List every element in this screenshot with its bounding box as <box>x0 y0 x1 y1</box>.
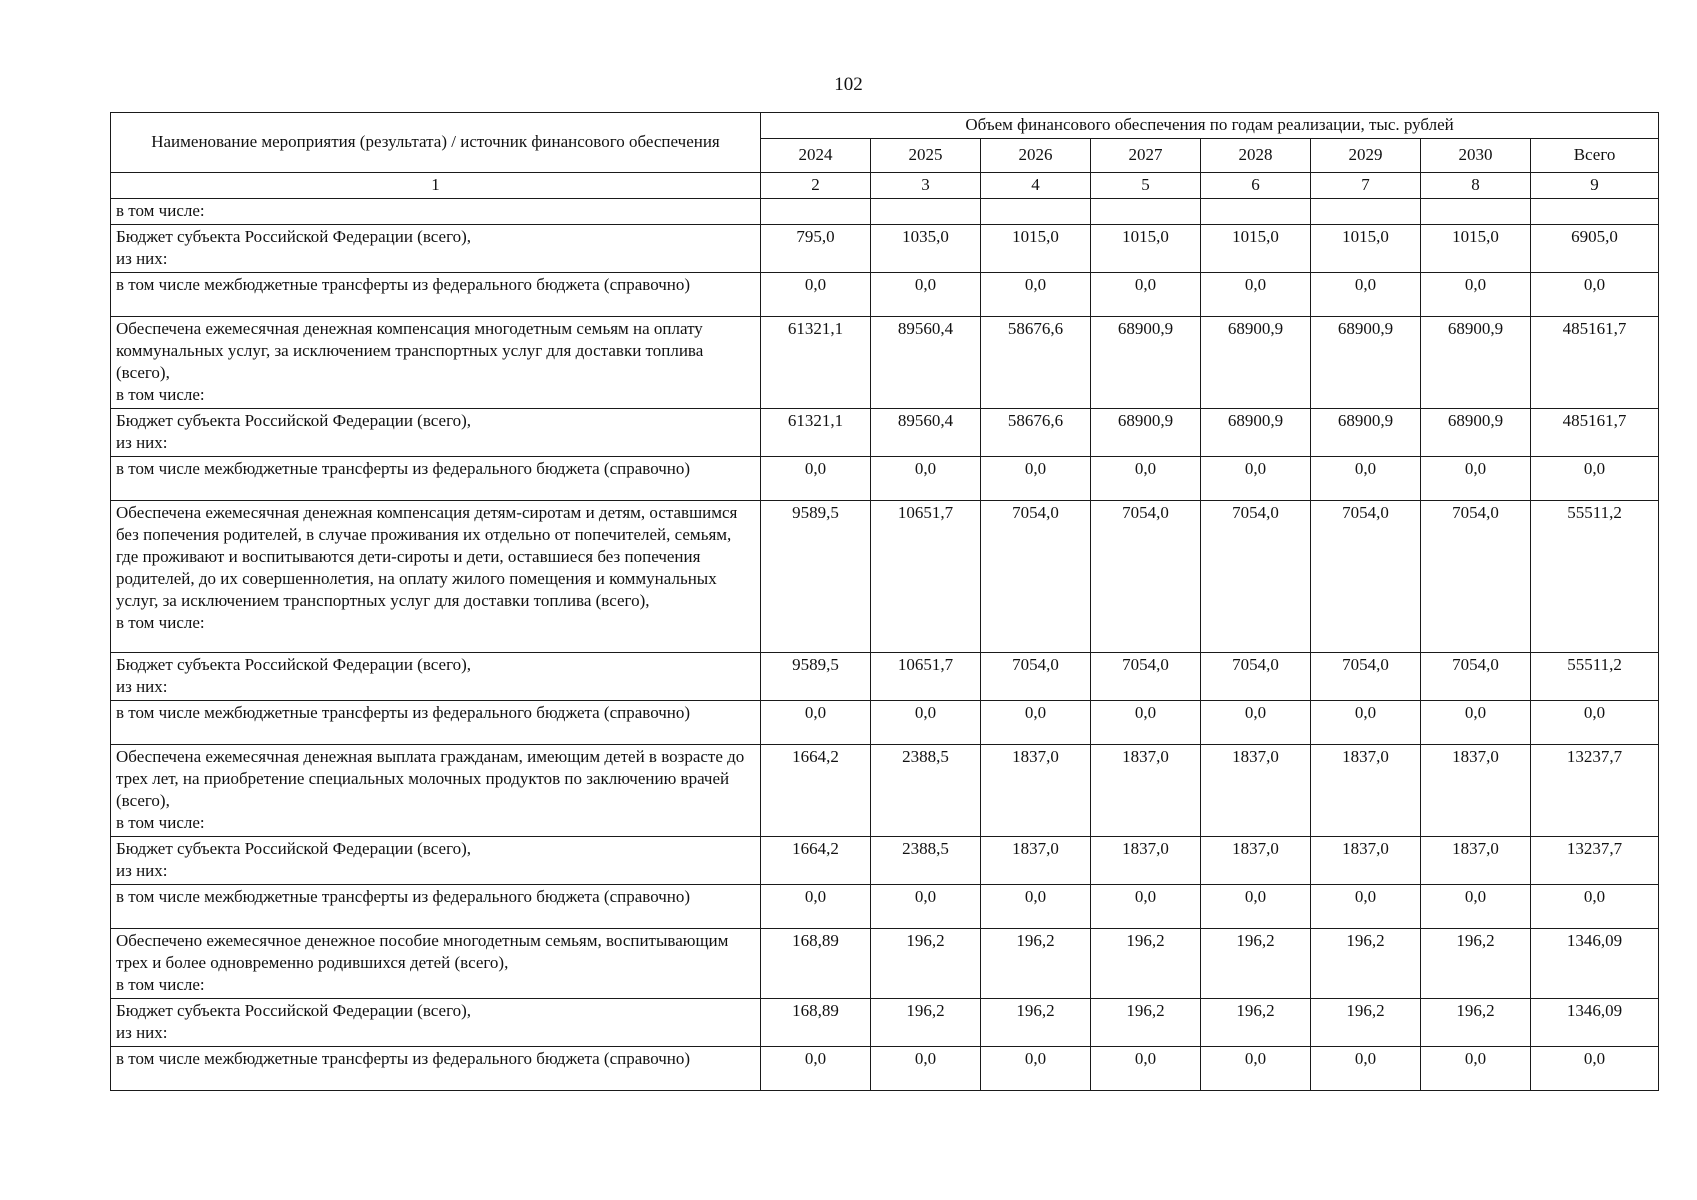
row-year-value: 68900,9 <box>1421 409 1531 457</box>
row-year-value: 10651,7 <box>871 653 981 701</box>
table-row <box>111 409 1659 457</box>
row-year-value <box>1091 199 1201 225</box>
row-name: Обеспечена ежемесячная денежная компенсация детям-сиротам и детям, оставшимся без попечения родителей, в случае проживания их отдельно от попечителей, семьям, где проживают и воспитываются дети-сироты и дети, оставшиеся без попечения родителей, до их совершеннолетия, на оплату жилого помещения и коммунальных услуг, за исключением транспортных услуг для доставки топлива (всего), в том числе: <box>111 501 761 653</box>
row-year-value: 0,0 <box>871 273 981 317</box>
row-year-value: 58676,6 <box>981 317 1091 409</box>
column-number: 1 <box>111 173 761 199</box>
row-year-value: 68900,9 <box>1421 317 1531 409</box>
row-year-value: 0,0 <box>1311 885 1421 929</box>
funding-table <box>110 112 1659 1091</box>
row-year-value: 68900,9 <box>1091 317 1201 409</box>
row-year-value: 68900,9 <box>1311 409 1421 457</box>
row-year-value <box>761 199 871 225</box>
row-year-value: 0,0 <box>761 457 871 501</box>
row-year-value: 89560,4 <box>871 317 981 409</box>
table-row <box>111 885 1659 929</box>
row-name: в том числе межбюджетные трансферты из федерального бюджета (справочно) <box>111 273 761 317</box>
row-year-value: 196,2 <box>981 999 1091 1047</box>
row-year-value: 196,2 <box>1091 929 1201 999</box>
row-year-value: 1035,0 <box>871 225 981 273</box>
column-number: 6 <box>1201 173 1311 199</box>
row-year-value: 1015,0 <box>1311 225 1421 273</box>
row-name: Бюджет субъекта Российской Федерации (всего), из них: <box>111 225 761 273</box>
row-total-value: 1346,09 <box>1531 999 1659 1047</box>
row-year-value: 1015,0 <box>981 225 1091 273</box>
row-total-value: 13237,7 <box>1531 745 1659 837</box>
row-year-value: 1837,0 <box>1201 837 1311 885</box>
row-year-value <box>1201 199 1311 225</box>
row-name: Обеспечено ежемесячное денежное пособие многодетным семьям, воспитывающим трех и более одновременно родившихся детей (всего), в том числе: <box>111 929 761 999</box>
year-header: 2028 <box>1201 139 1311 173</box>
row-name: Бюджет субъекта Российской Федерации (всего), из них: <box>111 999 761 1047</box>
row-total-value: 13237,7 <box>1531 837 1659 885</box>
row-year-value: 1015,0 <box>1201 225 1311 273</box>
row-year-value: 1837,0 <box>1311 745 1421 837</box>
column-number: 8 <box>1421 173 1531 199</box>
row-year-value <box>871 199 981 225</box>
row-year-value: 1837,0 <box>1421 745 1531 837</box>
row-year-value: 795,0 <box>761 225 871 273</box>
row-name: Обеспечена ежемесячная денежная выплата гражданам, имеющим детей в возрасте до трех лет, на приобретение специальных молочных продуктов по заключению врачей (всего), в том числе: <box>111 745 761 837</box>
row-year-value: 0,0 <box>1201 273 1311 317</box>
row-total-value: 485161,7 <box>1531 317 1659 409</box>
row-name: Бюджет субъекта Российской Федерации (всего), из них: <box>111 409 761 457</box>
row-year-value: 7054,0 <box>1201 501 1311 653</box>
row-year-value: 196,2 <box>871 929 981 999</box>
table-body <box>111 199 1659 1091</box>
row-name: в том числе межбюджетные трансферты из федерального бюджета (справочно) <box>111 457 761 501</box>
row-year-value: 196,2 <box>1311 929 1421 999</box>
table-row <box>111 653 1659 701</box>
row-year-value: 2388,5 <box>871 745 981 837</box>
row-year-value: 0,0 <box>871 885 981 929</box>
row-year-value: 0,0 <box>761 885 871 929</box>
table-row <box>111 999 1659 1047</box>
table-row <box>111 837 1659 885</box>
row-year-value: 61321,1 <box>761 409 871 457</box>
funding-volume-header: Объем финансового обеспечения по годам реализации, тыс. рублей <box>761 113 1659 139</box>
row-year-value: 168,89 <box>761 999 871 1047</box>
row-year-value: 0,0 <box>1091 885 1201 929</box>
row-year-value: 9589,5 <box>761 653 871 701</box>
name-column-header: Наименование мероприятия (результата) / источник финансового обеспечения <box>111 113 761 173</box>
row-total-value <box>1531 199 1659 225</box>
row-name: Бюджет субъекта Российской Федерации (всего), из них: <box>111 653 761 701</box>
row-year-value: 1837,0 <box>1421 837 1531 885</box>
column-number: 5 <box>1091 173 1201 199</box>
table-row <box>111 225 1659 273</box>
table-row <box>111 317 1659 409</box>
row-total-value: 55511,2 <box>1531 501 1659 653</box>
row-name: в том числе межбюджетные трансферты из федерального бюджета (справочно) <box>111 1047 761 1091</box>
row-year-value: 0,0 <box>871 701 981 745</box>
row-year-value: 1664,2 <box>761 745 871 837</box>
row-year-value: 0,0 <box>1311 1047 1421 1091</box>
table-row <box>111 701 1659 745</box>
row-year-value: 2388,5 <box>871 837 981 885</box>
row-year-value: 7054,0 <box>1091 501 1201 653</box>
year-header: 2029 <box>1311 139 1421 173</box>
table-row <box>111 199 1659 225</box>
row-year-value: 0,0 <box>1201 885 1311 929</box>
column-number: 9 <box>1531 173 1659 199</box>
column-number-row <box>111 173 1659 199</box>
row-year-value: 1664,2 <box>761 837 871 885</box>
column-number: 3 <box>871 173 981 199</box>
row-total-value: 485161,7 <box>1531 409 1659 457</box>
row-year-value: 0,0 <box>761 701 871 745</box>
row-year-value: 68900,9 <box>1201 317 1311 409</box>
row-year-value: 196,2 <box>1091 999 1201 1047</box>
row-year-value: 0,0 <box>1421 457 1531 501</box>
table-row <box>111 457 1659 501</box>
row-year-value <box>1421 199 1531 225</box>
row-name: в том числе межбюджетные трансферты из федерального бюджета (справочно) <box>111 701 761 745</box>
row-year-value: 196,2 <box>1421 999 1531 1047</box>
table-row <box>111 929 1659 999</box>
row-year-value: 1837,0 <box>981 745 1091 837</box>
year-header: 2026 <box>981 139 1091 173</box>
row-year-value: 0,0 <box>1091 701 1201 745</box>
column-number: 4 <box>981 173 1091 199</box>
row-total-value: 0,0 <box>1531 1047 1659 1091</box>
row-year-value: 0,0 <box>871 1047 981 1091</box>
row-total-value: 0,0 <box>1531 885 1659 929</box>
row-name: в том числе: <box>111 199 761 225</box>
row-year-value: 1837,0 <box>1311 837 1421 885</box>
year-header: 2025 <box>871 139 981 173</box>
row-total-value: 0,0 <box>1531 457 1659 501</box>
row-name: Бюджет субъекта Российской Федерации (всего), из них: <box>111 837 761 885</box>
year-header: 2027 <box>1091 139 1201 173</box>
row-year-value: 61321,1 <box>761 317 871 409</box>
row-total-value: 0,0 <box>1531 273 1659 317</box>
row-year-value: 7054,0 <box>981 501 1091 653</box>
page-number: 102 <box>834 74 863 95</box>
row-name: в том числе межбюджетные трансферты из федерального бюджета (справочно) <box>111 885 761 929</box>
row-year-value: 7054,0 <box>981 653 1091 701</box>
row-year-value: 0,0 <box>871 457 981 501</box>
row-year-value: 68900,9 <box>1311 317 1421 409</box>
row-year-value: 0,0 <box>981 457 1091 501</box>
row-year-value: 89560,4 <box>871 409 981 457</box>
year-header: 2030 <box>1421 139 1531 173</box>
row-year-value: 0,0 <box>1091 1047 1201 1091</box>
row-year-value: 1015,0 <box>1091 225 1201 273</box>
row-year-value: 196,2 <box>1311 999 1421 1047</box>
row-total-value: 55511,2 <box>1531 653 1659 701</box>
row-year-value: 0,0 <box>1421 273 1531 317</box>
row-year-value: 0,0 <box>1421 885 1531 929</box>
row-year-value: 0,0 <box>1421 1047 1531 1091</box>
row-year-value: 0,0 <box>1421 701 1531 745</box>
row-year-value: 68900,9 <box>1201 409 1311 457</box>
row-year-value: 0,0 <box>981 885 1091 929</box>
year-header-total: Всего <box>1531 139 1659 173</box>
table-row <box>111 501 1659 653</box>
row-year-value <box>981 199 1091 225</box>
row-total-value: 0,0 <box>1531 701 1659 745</box>
table-row <box>111 1047 1659 1091</box>
row-year-value: 0,0 <box>981 701 1091 745</box>
row-name: Обеспечена ежемесячная денежная компенсация многодетным семьям на оплату коммунальных услуг, за исключением транспортных услуг для доставки топлива (всего), в том числе: <box>111 317 761 409</box>
table-row <box>111 745 1659 837</box>
row-year-value: 1837,0 <box>1201 745 1311 837</box>
row-year-value: 68900,9 <box>1091 409 1201 457</box>
row-total-value: 6905,0 <box>1531 225 1659 273</box>
table-row <box>111 273 1659 317</box>
row-year-value: 7054,0 <box>1311 501 1421 653</box>
row-year-value: 168,89 <box>761 929 871 999</box>
row-year-value: 7054,0 <box>1201 653 1311 701</box>
row-year-value: 10651,7 <box>871 501 981 653</box>
row-year-value: 7054,0 <box>1311 653 1421 701</box>
row-year-value: 0,0 <box>1201 1047 1311 1091</box>
row-year-value: 7054,0 <box>1091 653 1201 701</box>
column-number: 2 <box>761 173 871 199</box>
row-year-value: 0,0 <box>761 273 871 317</box>
row-year-value: 0,0 <box>1311 701 1421 745</box>
year-header: 2024 <box>761 139 871 173</box>
row-year-value: 0,0 <box>1201 457 1311 501</box>
row-year-value: 196,2 <box>1201 929 1311 999</box>
row-year-value: 0,0 <box>1311 457 1421 501</box>
row-year-value: 0,0 <box>981 1047 1091 1091</box>
row-year-value: 1015,0 <box>1421 225 1531 273</box>
row-year-value: 0,0 <box>761 1047 871 1091</box>
row-total-value: 1346,09 <box>1531 929 1659 999</box>
row-year-value: 1837,0 <box>981 837 1091 885</box>
row-year-value: 0,0 <box>1311 273 1421 317</box>
column-number: 7 <box>1311 173 1421 199</box>
row-year-value: 9589,5 <box>761 501 871 653</box>
row-year-value: 196,2 <box>1421 929 1531 999</box>
row-year-value <box>1311 199 1421 225</box>
row-year-value: 0,0 <box>1091 457 1201 501</box>
row-year-value: 58676,6 <box>981 409 1091 457</box>
row-year-value: 196,2 <box>981 929 1091 999</box>
row-year-value: 0,0 <box>1091 273 1201 317</box>
row-year-value: 1837,0 <box>1091 837 1201 885</box>
row-year-value: 7054,0 <box>1421 501 1531 653</box>
row-year-value: 196,2 <box>1201 999 1311 1047</box>
row-year-value: 196,2 <box>871 999 981 1047</box>
row-year-value: 0,0 <box>981 273 1091 317</box>
row-year-value: 7054,0 <box>1421 653 1531 701</box>
row-year-value: 0,0 <box>1201 701 1311 745</box>
row-year-value: 1837,0 <box>1091 745 1201 837</box>
